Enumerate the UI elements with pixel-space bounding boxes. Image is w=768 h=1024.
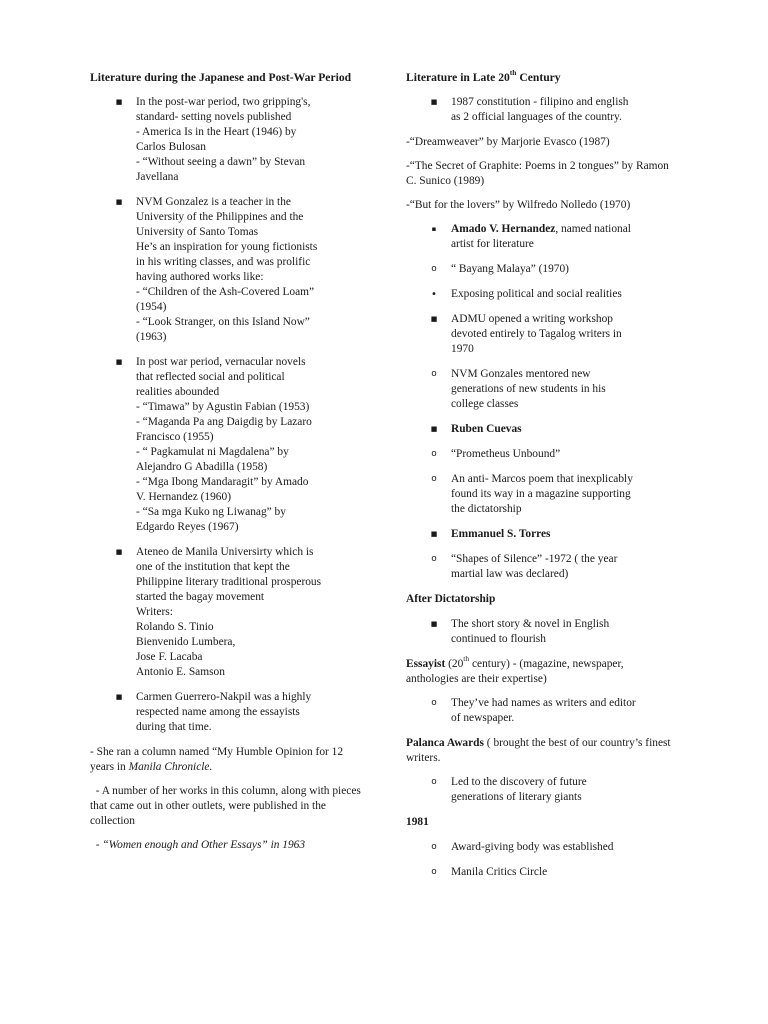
dot-bullet-icon: • xyxy=(431,289,437,300)
list-item-line: during that time. xyxy=(136,721,212,733)
list-item-line: college classes xyxy=(451,398,519,410)
list-item-line: Bienvenido Lumbera, xyxy=(136,636,236,648)
essayist-sup: th xyxy=(463,654,470,664)
square-bullet-icon: ■ xyxy=(430,315,438,323)
list-item xyxy=(406,472,678,517)
palanca-label: Palanca Awards xyxy=(406,737,484,749)
list-item xyxy=(406,422,678,437)
list-item-text: , named national xyxy=(555,223,631,235)
right-heading-text: Literature in Late 20 xyxy=(406,71,510,84)
list-item-line: In the post-war period, two gripping's, xyxy=(136,96,311,108)
list-item-line: “ Bayang Malaya” (1970) xyxy=(451,263,569,275)
square-bullet-icon: ■ xyxy=(115,548,123,556)
list-item xyxy=(406,696,678,726)
essayist-paragraph xyxy=(406,654,678,687)
list-item-line: V. Hernandez (1960) xyxy=(136,491,231,503)
circle-bullet-icon: o xyxy=(431,474,437,484)
list-item xyxy=(90,545,362,680)
left-paragraph-column xyxy=(90,745,362,775)
list-item-line: Francisco (1955) xyxy=(136,431,214,443)
palanca-paragraph xyxy=(406,736,678,766)
list-item xyxy=(90,195,362,345)
circle-bullet-icon: o xyxy=(431,554,437,564)
list-item-line: Carmen Guerrero-Nakpil was a highly xyxy=(136,691,312,703)
list-item-line: 1970 xyxy=(451,343,474,355)
list-item-line: - “Sa mga Kuko ng Liwanag” by xyxy=(136,506,286,518)
circle-bullet-icon: o xyxy=(431,264,437,274)
left-paragraph-book: - “Women enough and Other Essays” in 1963 xyxy=(90,839,306,851)
left-bullet-list xyxy=(90,95,362,735)
list-item xyxy=(90,690,362,735)
square-bullet-icon: ■ xyxy=(115,358,123,366)
list-item xyxy=(406,367,678,412)
list-item xyxy=(406,775,678,805)
list-item-line: An anti- Marcos poem that inexplicably xyxy=(451,473,633,485)
list-item-line: respected name among the essayists xyxy=(136,706,300,718)
square-bullet-icon: ■ xyxy=(115,693,123,701)
list-item-line: Writers: xyxy=(136,606,173,618)
left-paragraph-collection: - A number of her works in this column, along with pieces that came out in other outlets, were published in the collection xyxy=(90,785,364,827)
list-item-line: - “Timawa” by Agustin Fabian (1953) xyxy=(136,401,310,413)
list-item-line: Alejandro G Abadilla (1958) xyxy=(136,461,268,473)
list-item-line: Edgardo Reyes (1967) xyxy=(136,521,239,533)
list-item-line: - “Maganda Pa ang Daigdig by Lazaro xyxy=(136,416,312,428)
list-item-line: Led to the discovery of future xyxy=(451,776,587,788)
list-item xyxy=(406,95,678,125)
list-item-line: - “Mga Ibong Mandaragit” by Amado xyxy=(136,476,309,488)
list-item-line: in his writing classes, and was prolific xyxy=(136,256,311,268)
square-bullet-icon: ■ xyxy=(430,530,438,538)
square-bullet-icon: ■ xyxy=(430,98,438,106)
list-item-line: generations of literary giants xyxy=(451,791,582,803)
list-item-line: “Shapes of Silence” -1972 ( the year xyxy=(451,553,618,565)
list-item-line: as 2 official languages of the country. xyxy=(451,111,622,123)
list-item-line: artist for literature xyxy=(451,238,534,250)
list-item-line: that reflected social and political xyxy=(136,371,285,383)
list-item-line: - America Is in the Heart (1946) by xyxy=(136,126,297,138)
essayist-label: Essayist xyxy=(406,658,446,670)
list-item-line: - “Children of the Ash-Covered Loam” xyxy=(136,286,315,298)
list-item-line: NVM Gonzales mentored new xyxy=(451,368,591,380)
list-item-line: of newspaper. xyxy=(451,712,515,724)
list-item-line: “Prometheus Unbound” xyxy=(451,448,561,460)
list-item xyxy=(406,840,678,855)
list-item-line: ADMU opened a writing workshop xyxy=(451,313,613,325)
list-item-line: Antonio E. Samson xyxy=(136,666,225,678)
right-heading-suffix: Century xyxy=(516,71,561,84)
list-item-line: one of the institution that kept the xyxy=(136,561,290,573)
list-item-line: The short story & novel in English xyxy=(451,618,610,630)
list-item-line: the dictatorship xyxy=(451,503,522,515)
list-item xyxy=(406,287,678,302)
essayist-text: (20 xyxy=(445,658,464,670)
list-item xyxy=(406,222,678,252)
author-name: Ruben Cuevas xyxy=(451,423,522,435)
section-heading: 1981 xyxy=(406,816,429,828)
list-item-line: NVM Gonzalez is a teacher in the xyxy=(136,196,291,208)
list-item-line: started the bagay movement xyxy=(136,591,265,603)
list-item-line: devoted entirely to Tagalog writers in xyxy=(451,328,622,340)
essayist-text-rest: century) - (magazine, newspaper, anthologies are their expertise) xyxy=(406,658,624,685)
author-name: Amado V. Hernandez xyxy=(451,223,556,235)
list-item xyxy=(90,95,362,185)
list-item-line: Rolando S. Tinio xyxy=(136,621,214,633)
list-item xyxy=(406,312,678,357)
list-item-line: (1954) xyxy=(136,301,167,313)
right-paragraph: -“Dreamweaver” by Marjorie Evasco (1987) xyxy=(406,136,610,148)
list-item-line: - “Look Stranger, on this Island Now” xyxy=(136,316,310,328)
list-item-line: Manila Critics Circle xyxy=(451,866,548,878)
square-bullet-icon: ■ xyxy=(430,620,438,628)
list-item-line: standard- setting novels published xyxy=(136,111,292,123)
left-heading: Literature during the Japanese and Post-War Period xyxy=(90,71,352,84)
right-heading-sup: th xyxy=(509,68,517,78)
list-item-line: having authored works like: xyxy=(136,271,264,283)
section-heading: After Dictatorship xyxy=(406,593,496,605)
list-item-line: 1987 constitution - filipino and english xyxy=(451,96,629,108)
list-item-line: He’s an inspiration for young fictionists xyxy=(136,241,318,253)
list-item-line: Javellana xyxy=(136,171,179,183)
circle-bullet-icon: o xyxy=(431,867,437,877)
list-item-line: They’ve had names as writers and editor xyxy=(451,697,636,709)
list-item xyxy=(406,617,678,647)
list-item-line: Jose F. Lacaba xyxy=(136,651,203,663)
right-heading xyxy=(406,70,678,86)
square-bullet-icon: ■ xyxy=(430,425,438,433)
list-item xyxy=(90,355,362,535)
square-bullet-icon: ■ xyxy=(115,198,123,206)
list-item-line: University of the Philippines and the xyxy=(136,211,304,223)
list-item-line: Award-giving body was established xyxy=(451,841,614,853)
author-name: Emmanuel S. Torres xyxy=(451,528,551,540)
right-column xyxy=(406,70,678,890)
list-item xyxy=(406,865,678,880)
list-item-line: - “Without seeing a dawn” by Stevan xyxy=(136,156,306,168)
square-bullet-icon: ■ xyxy=(115,98,123,106)
list-item-line: - “ Pagkamulat ni Magdalena” by xyxy=(136,446,289,458)
circle-bullet-icon: o xyxy=(431,369,437,379)
list-item-line: University of Santo Tomas xyxy=(136,226,259,238)
list-item-line: martial law was declared) xyxy=(451,568,569,580)
manila-chronicle-text: Manila Chronicle. xyxy=(128,761,213,773)
list-item-line: Exposing political and social realities xyxy=(451,288,622,300)
right-paragraph: -“The Secret of Graphite: Poems in 2 tongues” by Ramon C. Sunico (1989) xyxy=(406,160,669,187)
list-item xyxy=(406,552,678,582)
circle-bullet-icon: o xyxy=(431,449,437,459)
list-item-line: Ateneo de Manila Universirty which is xyxy=(136,546,314,558)
list-item xyxy=(406,262,678,277)
list-item-line: In post war period, vernacular novels xyxy=(136,356,306,368)
list-item-line: realities abounded xyxy=(136,386,220,398)
circle-bullet-icon: o xyxy=(431,842,437,852)
left-column xyxy=(90,70,362,862)
list-item-line: Philippine literary traditional prosperous xyxy=(136,576,322,588)
list-item-line: Carlos Bulosan xyxy=(136,141,206,153)
list-item xyxy=(406,447,678,462)
right-paragraph: -“But for the lovers” by Wilfredo Nolledo (1970) xyxy=(406,199,631,211)
palanca-text: ( brought the best of our country’s finest writers. xyxy=(406,737,671,764)
small-square-bullet-icon: ▪ xyxy=(431,225,437,233)
list-item xyxy=(406,527,678,542)
list-item-line: found its way in a magazine supporting xyxy=(451,488,631,500)
circle-bullet-icon: o xyxy=(431,777,437,787)
circle-bullet-icon: o xyxy=(431,698,437,708)
list-item-line: (1963) xyxy=(136,331,167,343)
left-paragraph-column-text: - She ran a column named “My Humble Opinion for 12 years in xyxy=(90,746,344,773)
list-item-line: continued to flourish xyxy=(451,633,546,645)
list-item-line: generations of new students in his xyxy=(451,383,606,395)
